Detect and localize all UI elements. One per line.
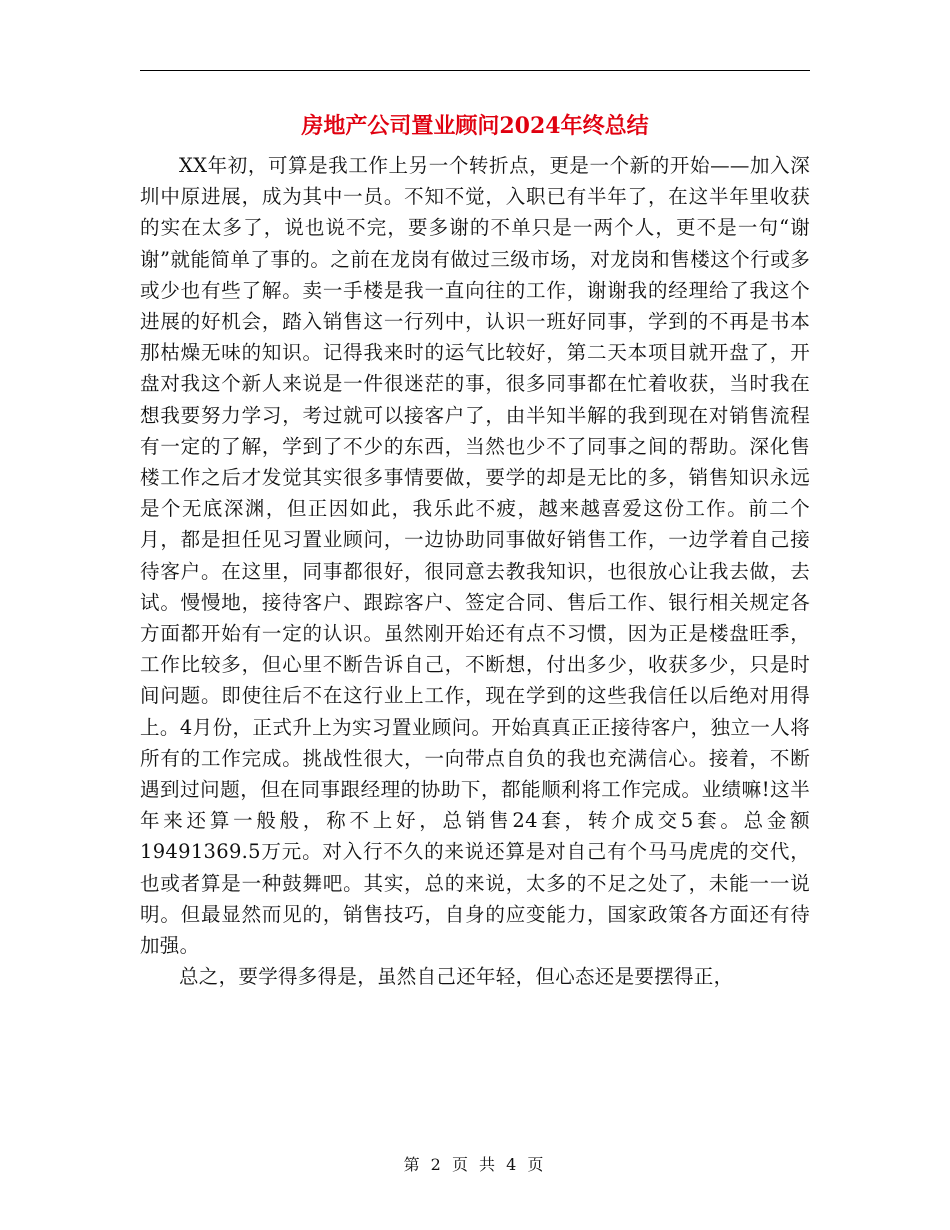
document-title: 房地产公司置业顾问2024年终总结 [301, 113, 649, 139]
document-body [140, 150, 810, 992]
paragraph-1: XX年初，可算是我工作上另一个转折点，更是一个新的开始——加入深圳中原进展，成为其中一员。不知不觉，入职已有半年了，在这半年里收获的实在太多了，说也说不完，要多谢的不单只是一两个人，更不是一句“谢谢”就能简单了事的。之前在龙岗有做过三级市场，对龙岗和售楼这个行或多或少也有些了解。卖一手楼是我一直向往的工作，谢谢我的经理给了我这个进展的好机会，踏入销售这一行列中，认识一班好同事，学到的不再是书本那枯燥无味的知识。记得我来时的运气比较好，第二天本项目就开盘了，开盘对我这个新人来说是一件很迷茫的事，很多同事都在忙着收获，当时我在想我要努力学习，考过就可以接客户了，由半知半解的我到现在对销售流程有一定的了解，学到了不少的东西，当然也少不了同事之间的帮助。深化售楼工作之后才发觉其实很多事情要做，要学的却是无比的多，销售知识永远是个无底深渊，但正因如此，我乐此不疲，越来越喜爱这份工作。前二个月，都是担任见习置业顾问，一边协助同事做好销售工作，一边学着自己接待客户。在这里，同事都很好，很同意去教我知识，也很放心让我去做，去试。慢慢地，接待客户、跟踪客户、签定合同、售后工作、银行相关规定各方面都开始有一定的认识。虽然刚开始还有点不习惯，因为正是楼盘旺季，工作比较多，但心里不断告诉自己，不断想，付出多少，收获多少，只是时间问题。即使往后不在这行业上工作，现在学到的这些我信任以后绝对用得上。4月份，正式升上为实习置业顾问。开始真真正正接待客户，独立一人将所有的工作完成。挑战性很大，一向带点自负的我也充满信心。接着，不断遇到过问题，但在同事跟经理的协助下，都能顺利将工作完成。业绩嘛!这半年来还算一般般，称不上好，总销售24套，转介成交5套。总金额19491369.5万元。对入行不久的来说还算是对自己有个马马虎虎的交代，也或者算是一种鼓舞吧。其实，总的来说，太多的不足之处了，未能一一说明。但最显然而见的，销售技巧，自身的应变能力，国家政策各方面还有待加强。 [140, 154, 810, 958]
header-rule [140, 70, 810, 71]
page-number: 第 2 页 共 4 页 [403, 1155, 547, 1174]
paragraph-2: 总之，要学得多得是，虽然自己还年轻，但心态还是要摆得正， [179, 965, 734, 989]
